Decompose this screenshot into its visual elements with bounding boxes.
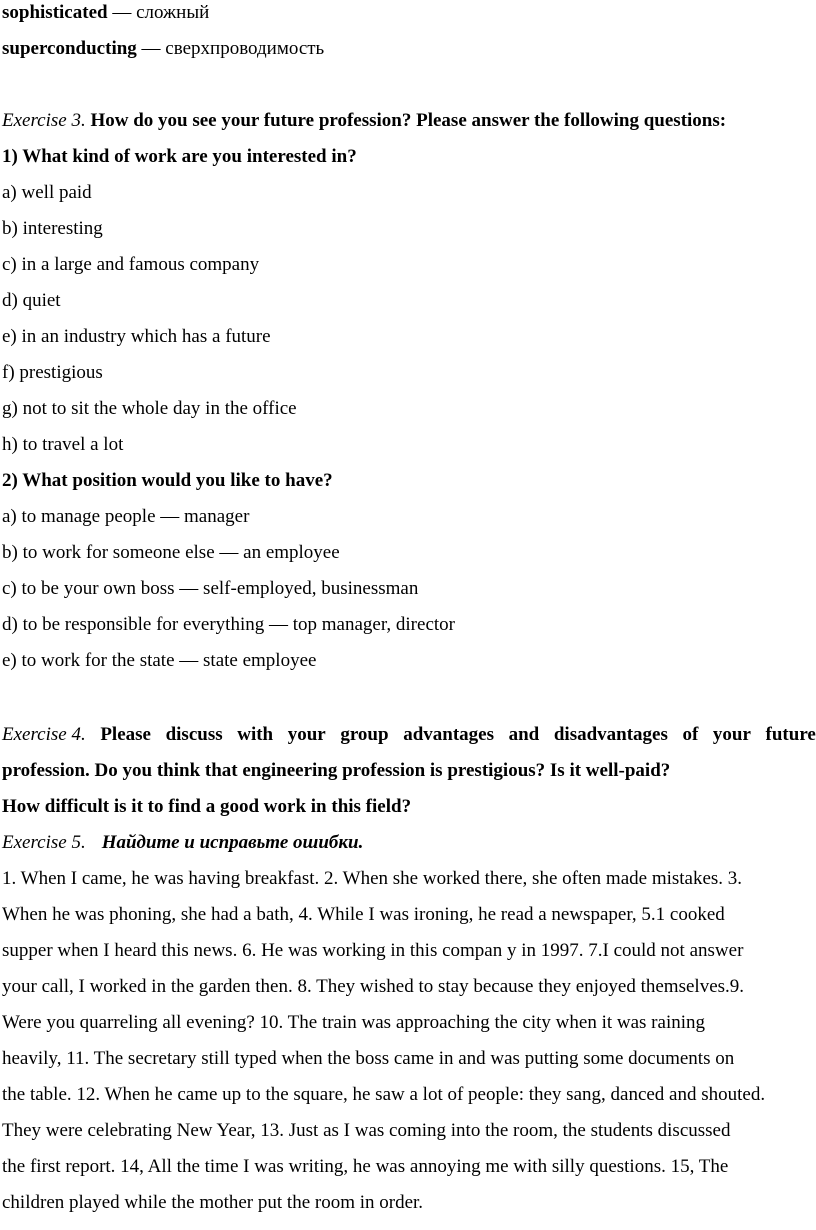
exercise-5-text-line: When he was phoning, she had a bath, 4. While I was ironing, he read a newspaper, 5.1 cooked [2, 904, 725, 925]
option-item: a) well paid [2, 182, 92, 203]
exercise-5-text-line: heavily, 11. The secretary still typed when the boss came in and was putting some documents on [2, 1048, 735, 1069]
word: Please [100, 724, 151, 745]
exercise-4-line-3: How difficult is it to find a good work in this field? [2, 796, 412, 817]
option-item: d) quiet [2, 290, 61, 311]
exercise-5-heading [2, 832, 363, 854]
exercise-5-text-line: the first report. 14, All the time I was writing, he was annoying me with silly questions. 15, The [2, 1156, 729, 1177]
option-item: e) in an industry which has a future [2, 326, 271, 347]
exercise-5-text-line: They were celebrating New Year, 13. Just as I was coming into the room, the students discussed [2, 1120, 731, 1141]
vocab-term: sophisticated [2, 2, 108, 23]
exercise-5-text-line: the table. 12. When he came up to the square, he saw a lot of people: they sang, danced and shouted. [2, 1084, 766, 1105]
word: discuss [165, 724, 223, 745]
option-item: b) interesting [2, 218, 103, 239]
option-item: e) to work for the state — state employee [2, 650, 317, 671]
word: and [508, 724, 540, 745]
option-item: d) to be responsible for everything — top manager, director [2, 614, 455, 635]
exercise-4-line-1 [2, 724, 816, 746]
vocab-line-1 [2, 2, 209, 24]
word: with [237, 724, 274, 745]
question-2: 2) What position would you like to have? [2, 470, 333, 491]
option-item: c) in a large and famous company [2, 254, 260, 275]
exercise-5-text-line: children played while the mother put the room in order. [2, 1192, 424, 1213]
word: advantages [403, 724, 494, 745]
option-item: a) to manage people — manager [2, 506, 250, 527]
word: your [712, 724, 751, 745]
exercise-5-text-line: 1. When I came, he was having breakfast. 2. When she worked there, she often made mistakes. 3. [2, 868, 743, 889]
exercise-prompt: How do you see your future profession? Please answer the following questions: [85, 110, 727, 131]
exercise-5-text-line: supper when I heard this news. 6. He was working in this compan y in 1997. 7.I could not answer [2, 940, 744, 961]
vocab-translation: — сложный [107, 2, 210, 23]
exercise-label: Exercise 5. [2, 832, 86, 853]
exercise-label: Exercise 3. [2, 110, 86, 131]
exercise-5-text-line: your call, I worked in the garden then. 8. They wished to stay because they enjoyed themselves.9. [2, 976, 745, 997]
word: future [765, 724, 816, 745]
exercise-5-text-line: Were you quarreling all evening? 10. The train was approaching the city when it was raining [2, 1012, 705, 1033]
word: group [340, 724, 389, 745]
vocab-term: superconducting [2, 38, 137, 59]
option-item: f) prestigious [2, 362, 103, 383]
option-item: h) to travel a lot [2, 434, 124, 455]
exercise-task: Найдите и исправьте ошибки. [101, 832, 364, 853]
word: your [287, 724, 326, 745]
option-item: b) to work for someone else — an employee [2, 542, 340, 563]
vocab-translation: — сверхпроводимость [136, 38, 325, 59]
exercise-4-line-2: profession. Do you think that engineering profession is prestigious? Is it well-paid? [2, 760, 671, 781]
vocab-line-2 [2, 38, 324, 60]
question-1: 1) What kind of work are you interested in? [2, 146, 357, 167]
word: disadvantages [553, 724, 668, 745]
option-item: g) not to sit the whole day in the office [2, 398, 297, 419]
exercise-3-heading [2, 110, 726, 132]
exercise-label: Exercise 4. [2, 724, 86, 745]
word: of [682, 724, 699, 745]
option-item: c) to be your own boss — self-employed, businessman [2, 578, 419, 599]
